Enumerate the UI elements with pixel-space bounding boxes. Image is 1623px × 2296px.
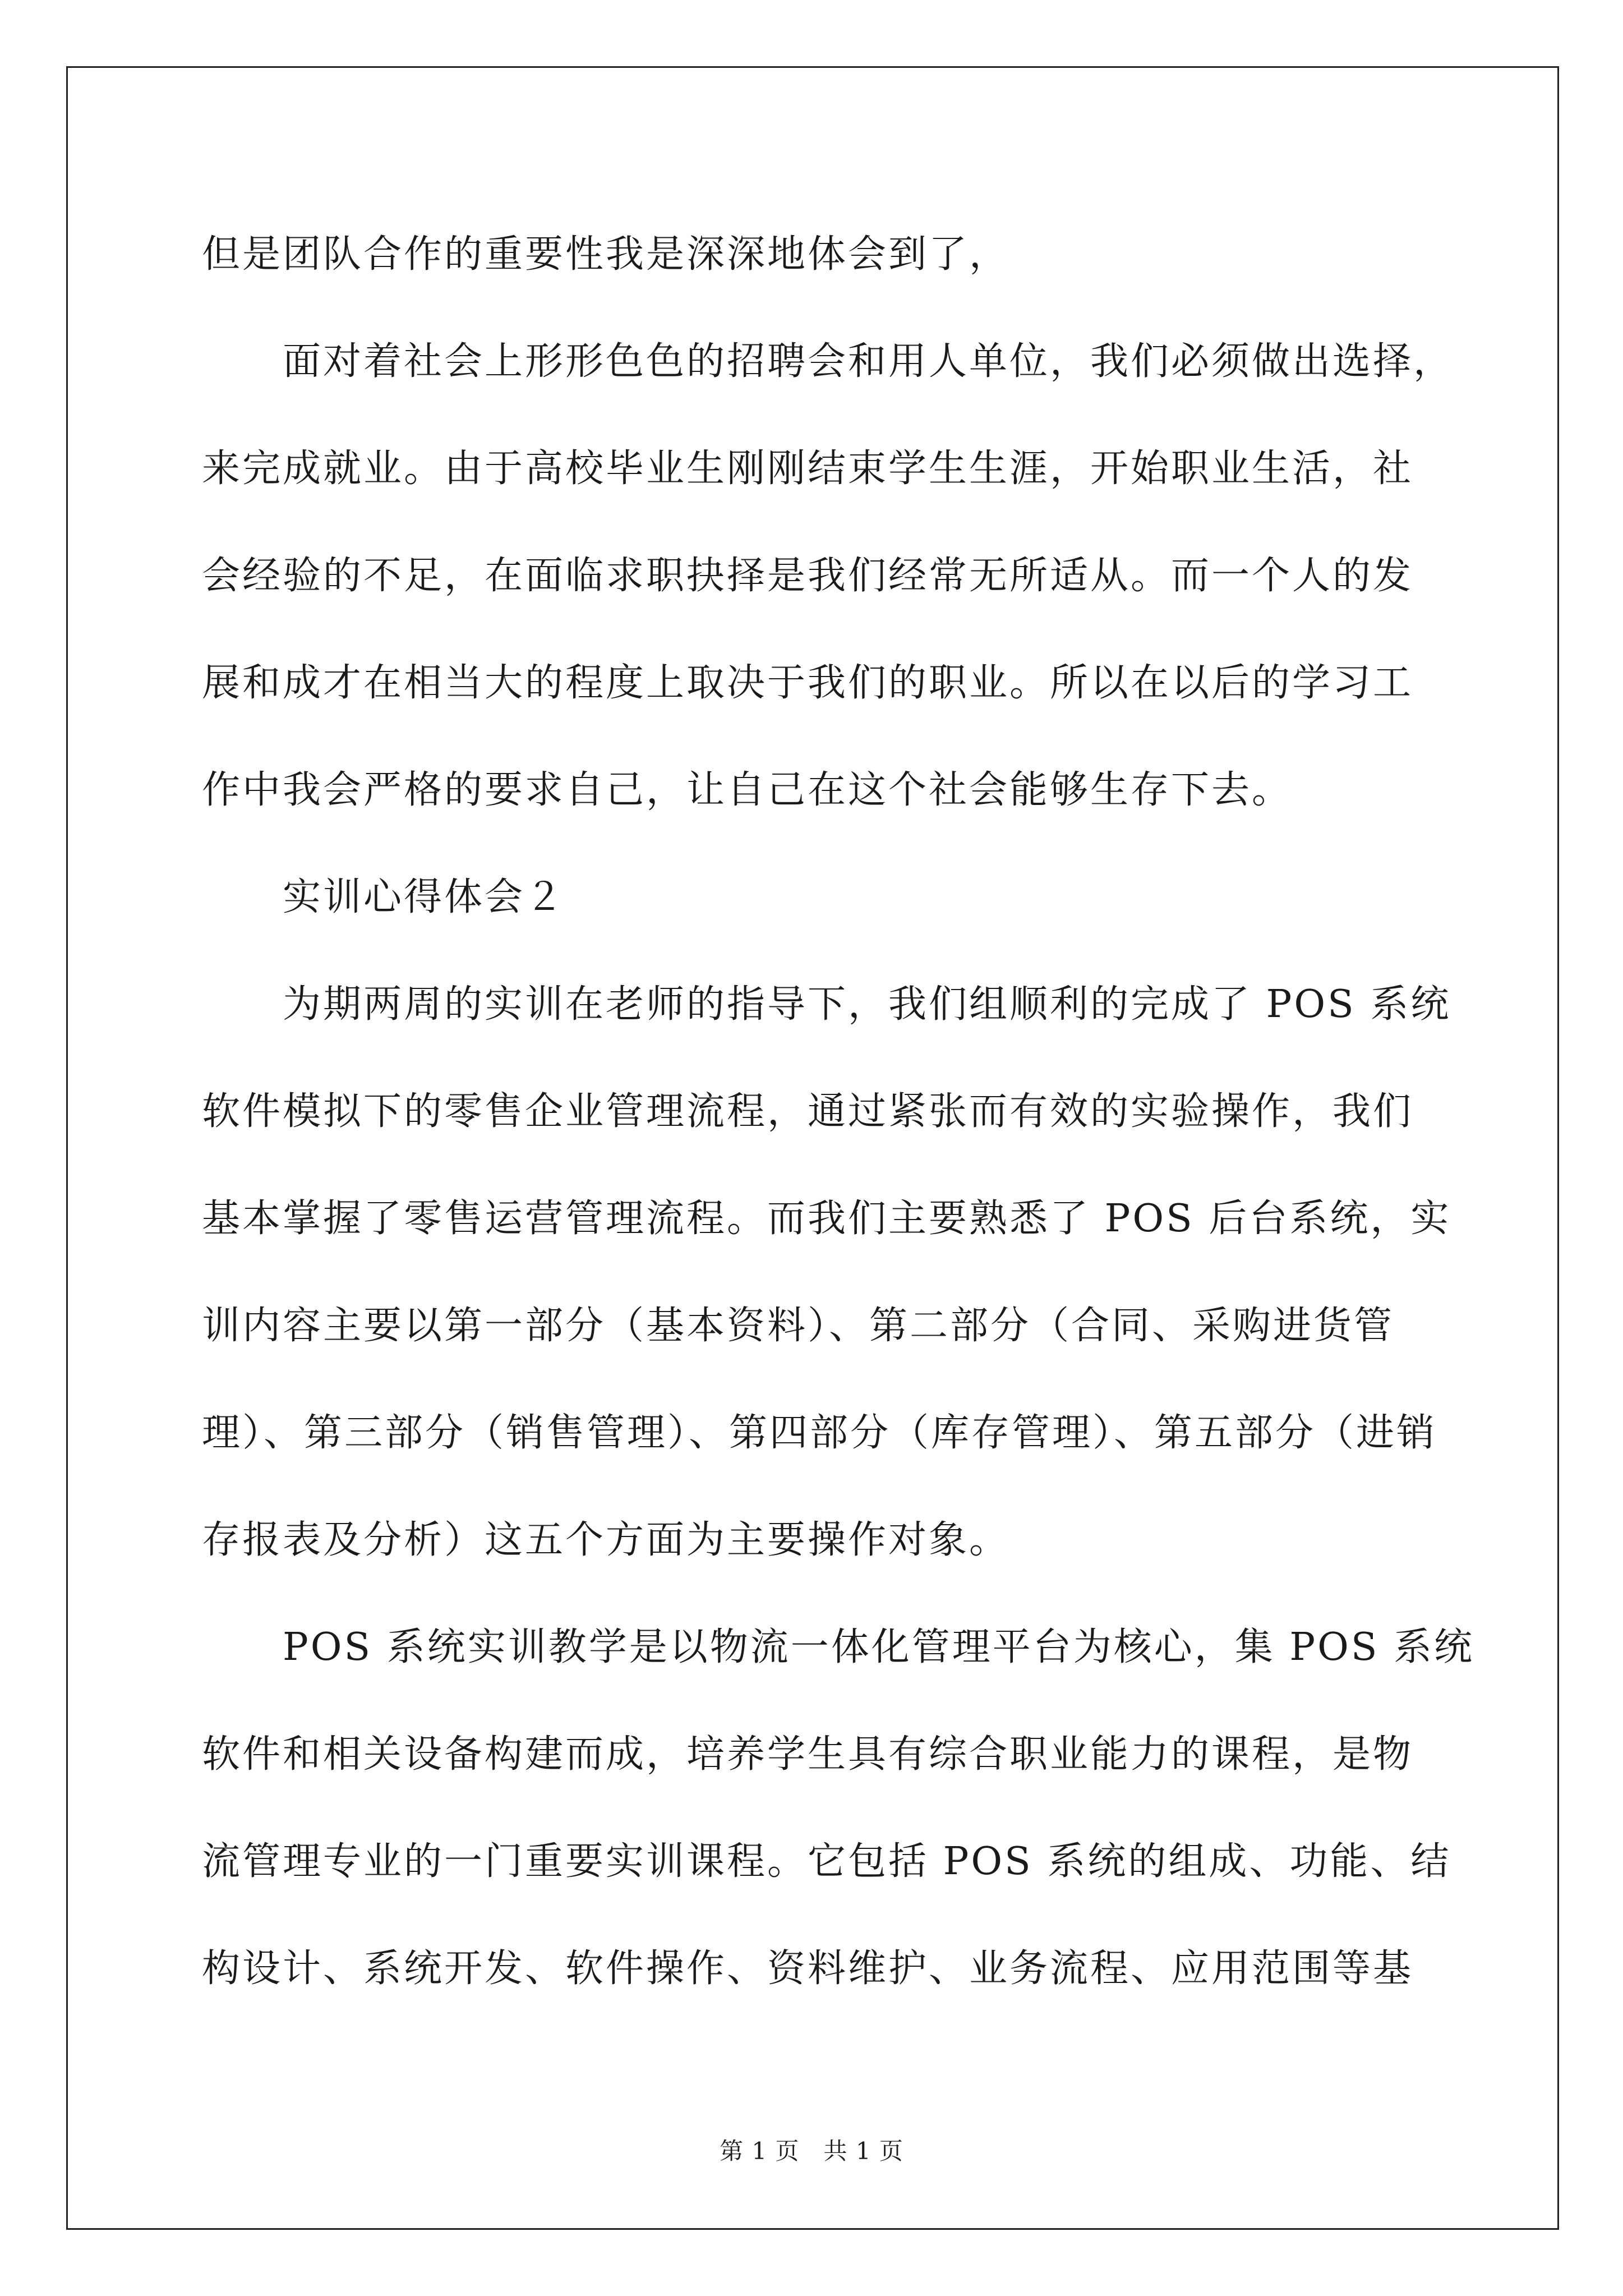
text-line: 基本掌握了零售运营管理流程。而我们主要熟悉了 POS 后台系统，实 — [202, 1197, 1451, 1241]
document-body — [202, 201, 1475, 2022]
text-line: 作中我会严格的要求自己，让自己在这个社会能够生存下去。 — [202, 768, 1293, 812]
text-line: 软件模拟下的零售企业管理流程，通过紧张而有效的实验操作，我们 — [202, 1089, 1414, 1134]
text-line: 理）、第三部分（销售管理）、第四部分（库存管理）、第五部分（进销 — [202, 1411, 1437, 1455]
text-line: 构设计、系统开发、软件操作、资料维护、业务流程、应用范围等基 — [202, 1947, 1414, 1991]
text-line: 展和成才在相当大的程度上取决于我们的职业。所以在以后的学习工 — [202, 661, 1414, 705]
section-heading: 实训心得体会２ — [202, 875, 566, 919]
text-line: 来完成就业。由于高校毕业生刚刚结束学生生涯，开始职业生活，社 — [202, 447, 1414, 491]
text-line: 面对着社会上形形色色的招聘会和用人单位，我们必须做出选择， — [202, 339, 1454, 384]
text-line: 流管理专业的一门重要实训课程。它包括 POS 系统的组成、功能、结 — [202, 1839, 1451, 1884]
text-line: 软件和相关设备构建而成，培养学生具有综合职业能力的课程，是物 — [202, 1732, 1414, 1777]
text-line: 为期两周的实训在老师的指导下，我们组顺利的完成了 POS 系统 — [202, 982, 1451, 1027]
text-line: 但是团队合作的重要性我是深深地体会到了， — [202, 232, 1010, 277]
page-number-footer: 第 1 页 共 1 页 — [720, 2137, 903, 2165]
text-line: 存报表及分析）这五个方面为主要操作对象。 — [202, 1518, 1010, 1562]
text-line: 训内容主要以第一部分（基本资料）、第二部分（合同、采购进货管 — [202, 1304, 1395, 1348]
text-line: POS 系统实训教学是以物流一体化管理平台为核心，集 POS 系统 — [202, 1625, 1475, 1669]
text-line: 会经验的不足，在面临求职抉择是我们经常无所适从。而一个人的发 — [202, 554, 1414, 598]
